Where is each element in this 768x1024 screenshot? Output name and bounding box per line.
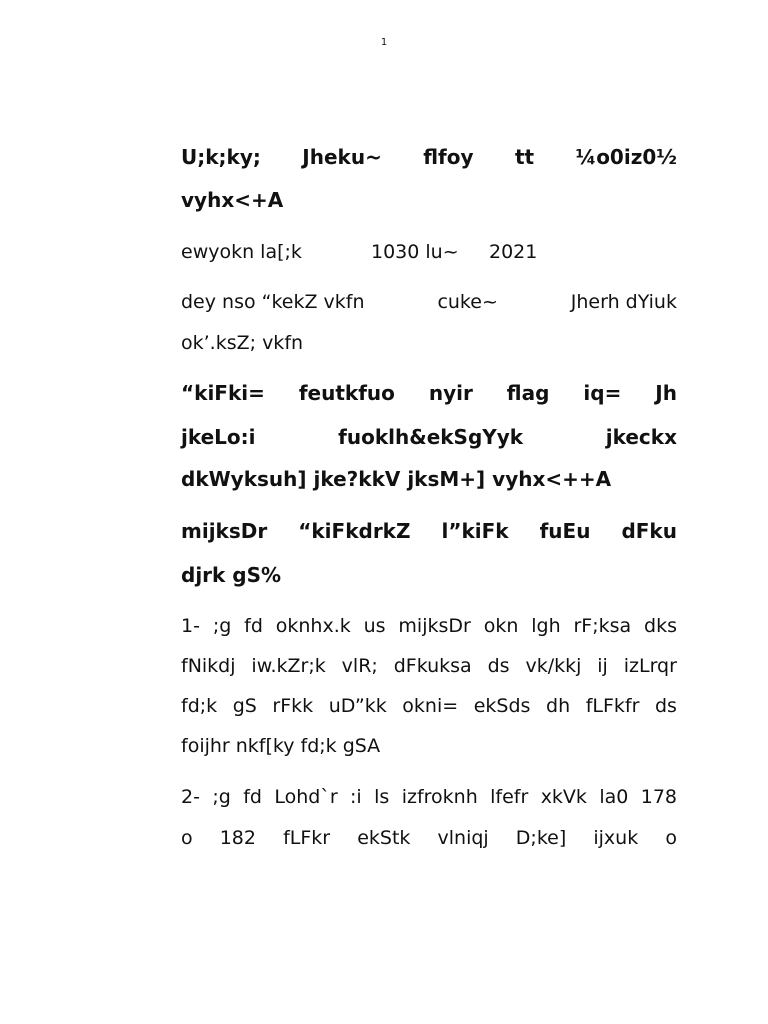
word: ij	[597, 655, 608, 677]
word: D;ke]	[515, 827, 567, 849]
word: izfroknh	[401, 786, 478, 808]
word: oknhx.k	[275, 615, 351, 637]
case-info-line	[181, 240, 677, 264]
paragraph-1-line-3	[181, 694, 677, 718]
word: flfoy	[423, 145, 474, 169]
word: fuEu	[539, 519, 591, 543]
word: 178	[640, 786, 677, 808]
heading-line-2: vyhx<+A	[181, 188, 284, 212]
word: “kiFki=	[181, 381, 265, 405]
presence-line-2	[181, 425, 677, 449]
word: lgh	[531, 615, 561, 637]
versus-word: cuke~	[437, 291, 498, 313]
word: flag	[506, 381, 550, 405]
presence-line-3: dkWyksuh] jke?kkV jksM+] vyhx<++A	[181, 467, 612, 491]
page-number: 1	[380, 37, 388, 48]
word: o	[665, 827, 677, 849]
word: dh	[546, 695, 571, 717]
word: lfefr	[490, 786, 529, 808]
word: mijksDr	[181, 519, 268, 543]
word: ¼o0iz0½	[575, 145, 677, 169]
word: vlR;	[341, 655, 378, 677]
parties-line-1	[181, 290, 677, 314]
word: fLFkfr	[585, 695, 640, 717]
word: Jheku~	[302, 145, 382, 169]
statement-line-2: djrk gS%	[181, 563, 282, 587]
word: l”kiFk	[441, 519, 509, 543]
word: ekStk	[357, 827, 411, 849]
word: okni=	[402, 695, 459, 717]
word: fNikdj	[181, 655, 236, 677]
word: Jh	[655, 381, 677, 405]
word: ijxuk	[593, 827, 639, 849]
paragraph-1-line-2	[181, 654, 677, 678]
word: gS	[232, 695, 257, 717]
word: U;k;ky;	[181, 145, 261, 169]
paragraph-1-line-1	[181, 614, 677, 638]
word: dks	[644, 615, 677, 637]
word: feutkfuo	[298, 381, 395, 405]
word: “kiFkdrkZ	[298, 519, 411, 543]
paragraph-2-line-2	[181, 826, 677, 850]
word: izLrqr	[623, 655, 677, 677]
word: :i	[350, 786, 362, 808]
word: ds	[487, 655, 510, 677]
word: ;g	[212, 615, 232, 637]
word: rF;ksa	[573, 615, 632, 637]
defendant-name: Jherh dYiuk	[570, 291, 677, 313]
word: 182	[219, 827, 256, 849]
word: rFkk	[272, 695, 314, 717]
word: iq=	[583, 381, 622, 405]
word: nyir	[428, 381, 473, 405]
word: vk/kkj	[525, 655, 582, 677]
statement-line-1	[181, 519, 677, 543]
word: jkeLo:i	[181, 425, 256, 449]
paragraph-1-line-4: foijhr nkf[ky fd;k gSA	[181, 735, 381, 757]
word: fLFkr	[283, 827, 331, 849]
word: mijksDr	[398, 615, 471, 637]
word: vlniqj	[437, 827, 489, 849]
case-label: ewyokn la[;k	[181, 241, 302, 263]
word: 2-	[181, 786, 200, 808]
word: la0	[599, 786, 629, 808]
heading-line-1	[181, 145, 677, 169]
word: ekSds	[473, 695, 531, 717]
case-year: 2021	[489, 241, 538, 263]
word: us	[363, 615, 386, 637]
word: dFku	[621, 519, 677, 543]
word: ;g	[212, 786, 231, 808]
word: xkVk	[540, 786, 587, 808]
plaintiff-name: dey nso “kekZ vkfn	[181, 291, 365, 313]
word: fuoklh&ekSgYyk	[338, 425, 524, 449]
word: jkeckx	[605, 425, 677, 449]
word: uD”kk	[328, 695, 387, 717]
case-number: 1030 lu~	[371, 241, 459, 263]
word: o	[181, 827, 193, 849]
word: fd	[244, 615, 263, 637]
word: fd;k	[181, 695, 218, 717]
word: tt	[514, 145, 535, 169]
word: 1-	[181, 615, 200, 637]
presence-line-1	[181, 381, 677, 405]
paragraph-2-line-1	[181, 785, 677, 809]
word: ds	[654, 695, 677, 717]
word: iw.kZr;k	[251, 655, 326, 677]
parties-line-2: ok’.ksZ; vkfn	[181, 332, 304, 354]
word: ls	[374, 786, 390, 808]
word: okn	[483, 615, 519, 637]
word: fd	[243, 786, 262, 808]
word: Lohd`r	[274, 786, 338, 808]
word: dFkuksa	[393, 655, 472, 677]
